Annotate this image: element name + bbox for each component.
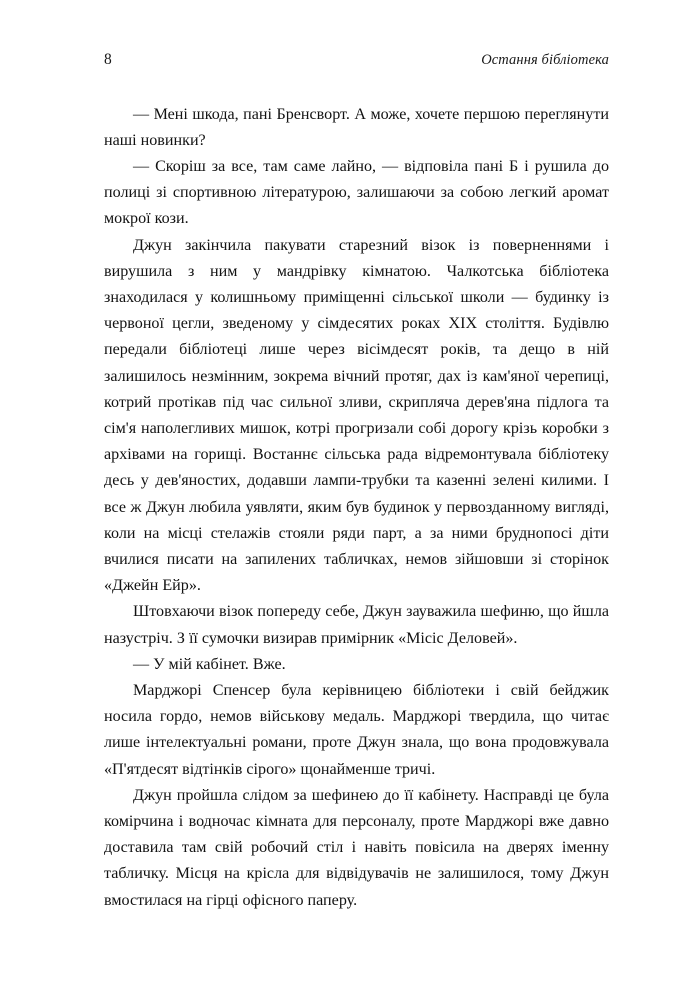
running-head [104, 52, 609, 68]
paragraph: Джун пройшла слідом за шефинею до її кабінету. Насправді це була комірчина і водночас кімната для персоналу, проте Марджорі вже давно доставила там свій робочий стіл і навіть повісила на дверях іменну табличку. Місця на крісла для відвідувачів не залишилося, тому Джун вмостилася на гірці офісного паперу. [104, 786, 609, 909]
running-title: Остання бібліотека [481, 52, 609, 68]
body-text [104, 102, 609, 914]
paragraph: — У мій кабінет. Вже. [133, 655, 286, 673]
page-number: 8 [104, 51, 112, 68]
paragraph: Марджорі Спенсер була керівницею бібліотеки і свій бейджик носила гордо, немов військову медаль. Марджорі твердила, що читає лише інтелектуальні романи, проте Джун знала, що вона продовжувала «П'ятдесят відтінків сірого» щонайменше тричі. [104, 681, 609, 778]
paragraph: Джун закінчила пакувати старезний візок із поверненнями і вирушила з ним у мандрівку кімнатою. Чалкотська бібліотека знаходилася у колишньому приміщенні сільської школи — будинку із червоної цегли, зведеному у сімдесятих роках XIX століття. Будівлю передали бібліотеці лише через вісімдесят років, та дещо в ній залишилось незмінним, зокрема вічний протяг, дах із кам'яної черепиці, котрий протікав під час сильної зливи, скрипляча дерев'яна підлога та сім'я наполегливих мишок, котрі прогризали собі дорогу крізь коробки з архівами на горищі. Востаннє сільська рада відремонтувала бібліотеку десь у дев'яностих, додавши лампи-трубки та казенні зелені килими. І все ж Джун любила уявляти, яким був будинок у первозданному вигляді, коли на місці стелажів стояли ряди парт, а за ними бруднопосі діти вчилися писати на запилених табличках, немов зійшовши зі сторінок «Джейн Ейр». [104, 236, 609, 595]
paragraph: — Скоріш за все, там саме лайно, — відповіла пані Б і рушила до полиці зі спортивною літературою, залишаючи за собою легкий аромат мокрої кози. [104, 157, 609, 228]
paragraph: — Мені шкода, пані Бренсворт. А може, хочете першою переглянути наші новинки? [104, 105, 609, 149]
paragraph: Штовхаючи візок попереду себе, Джун зауважила шефиню, що йшла назустріч. З її сумочки визирав примірник «Місіс Деловей». [104, 603, 609, 647]
